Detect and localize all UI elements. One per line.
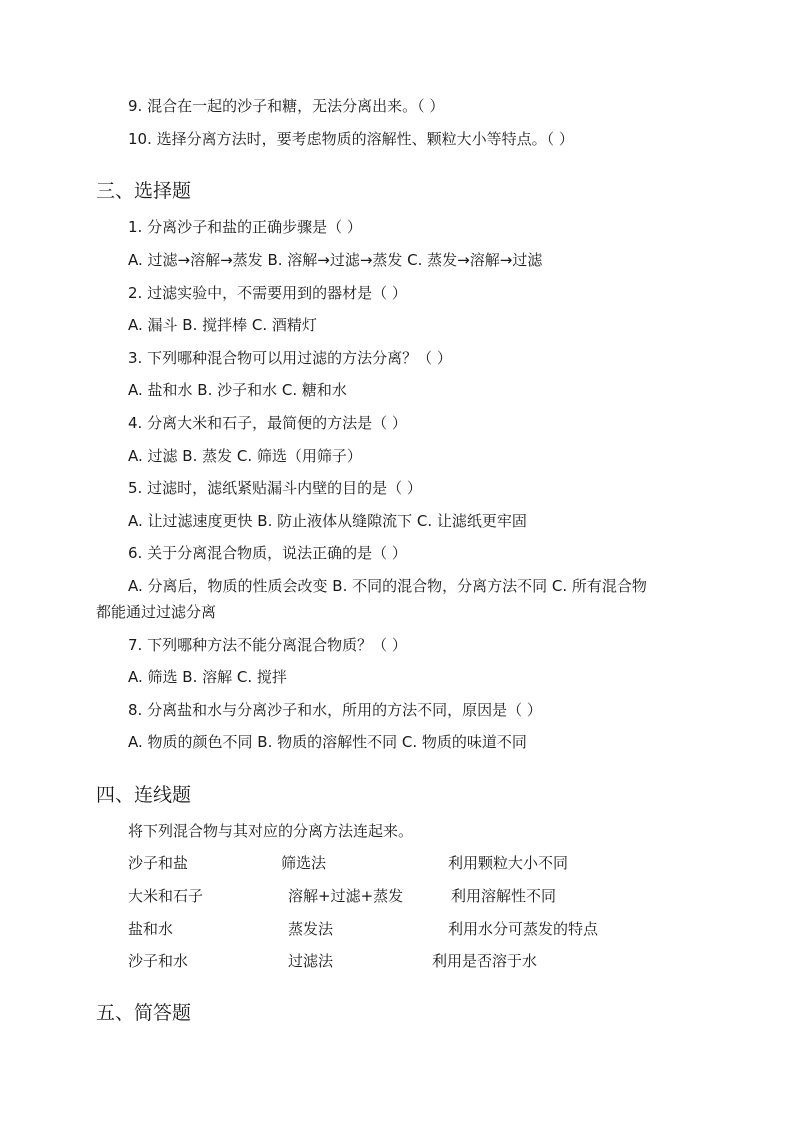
matching-mixture-1: 沙子和盐: [128, 854, 189, 872]
choice-question-6: 6. 关于分离混合物质，说法正确的是（ ）: [128, 544, 407, 562]
choice-question-7: 7. 下列哪种方法不能分离混合物质？（ ）: [128, 636, 407, 654]
section-4-heading: 四、连线题: [96, 784, 192, 806]
matching-method-1: 筛选法: [281, 854, 327, 872]
choice-question-1: 1. 分离沙子和盐的正确步骤是（ ）: [128, 218, 362, 236]
choice-options-2: A. 漏斗 B. 搅拌棒 C. 酒精灯: [128, 316, 317, 334]
matching-mixture-4: 沙子和水: [128, 952, 189, 970]
choice-question-5: 5. 过滤时，滤纸紧贴漏斗内壁的目的是（ ）: [128, 479, 422, 497]
matching-mixture-3: 盐和水: [128, 920, 174, 938]
matching-reason-1: 利用颗粒大小不同: [448, 854, 569, 872]
choice-options-1: A. 过滤→溶解→蒸发 B. 溶解→过滤→蒸发 C. 蒸发→溶解→过滤: [128, 251, 543, 269]
choice-question-3: 3. 下列哪种混合物可以用过滤的方法分离？（ ）: [128, 349, 452, 367]
matching-method-4: 过滤法: [288, 952, 334, 970]
choice-question-4: 4. 分离大米和石子，最简便的方法是（ ）: [128, 414, 407, 432]
choice-question-8: 8. 分离盐和水与分离沙子和水，所用的方法不同，原因是（ ）: [128, 701, 542, 719]
matching-reason-4: 利用是否溶于水: [432, 952, 538, 970]
matching-reason-3: 利用水分可蒸发的特点: [448, 920, 599, 938]
judge-item-9: 9. 混合在一起的沙子和糖，无法分离出来。（ ）: [128, 97, 445, 115]
choice-options-7: A. 筛选 B. 溶解 C. 搅拌: [128, 668, 287, 686]
choice-options-4: A. 过滤 B. 蒸发 C. 筛选（用筛子）: [128, 447, 362, 465]
choice-options-6-line2: 都能通过过滤分离: [96, 603, 217, 621]
matching-mixture-2: 大米和石子: [128, 887, 204, 905]
matching-reason-2: 利用溶解性不同: [451, 887, 557, 905]
matching-instruction: 将下列混合物与其对应的分离方法连起来。: [128, 822, 414, 840]
section-5-heading: 五、简答题: [96, 1002, 192, 1024]
matching-method-2: 溶解+过滤+蒸发: [288, 887, 404, 905]
choice-options-5: A. 让过滤速度更快 B. 防止液体从缝隙流下 C. 让滤纸更牢固: [128, 512, 527, 530]
choice-options-3: A. 盐和水 B. 沙子和水 C. 糖和水: [128, 381, 347, 399]
matching-method-3: 蒸发法: [288, 920, 334, 938]
choice-question-2: 2. 过滤实验中，不需要用到的器材是（ ）: [128, 284, 407, 302]
section-3-heading: 三、选择题: [96, 180, 192, 202]
judge-item-10: 10. 选择分离方法时，要考虑物质的溶解性、颗粒大小等特点。（ ）: [128, 130, 574, 148]
choice-options-8: A. 物质的颜色不同 B. 物质的溶解性不同 C. 物质的味道不同: [128, 733, 527, 751]
choice-options-6-line1: A. 分离后，物质的性质会改变 B. 不同的混合物，分离方法不同 C. 所有混合物: [128, 577, 647, 595]
